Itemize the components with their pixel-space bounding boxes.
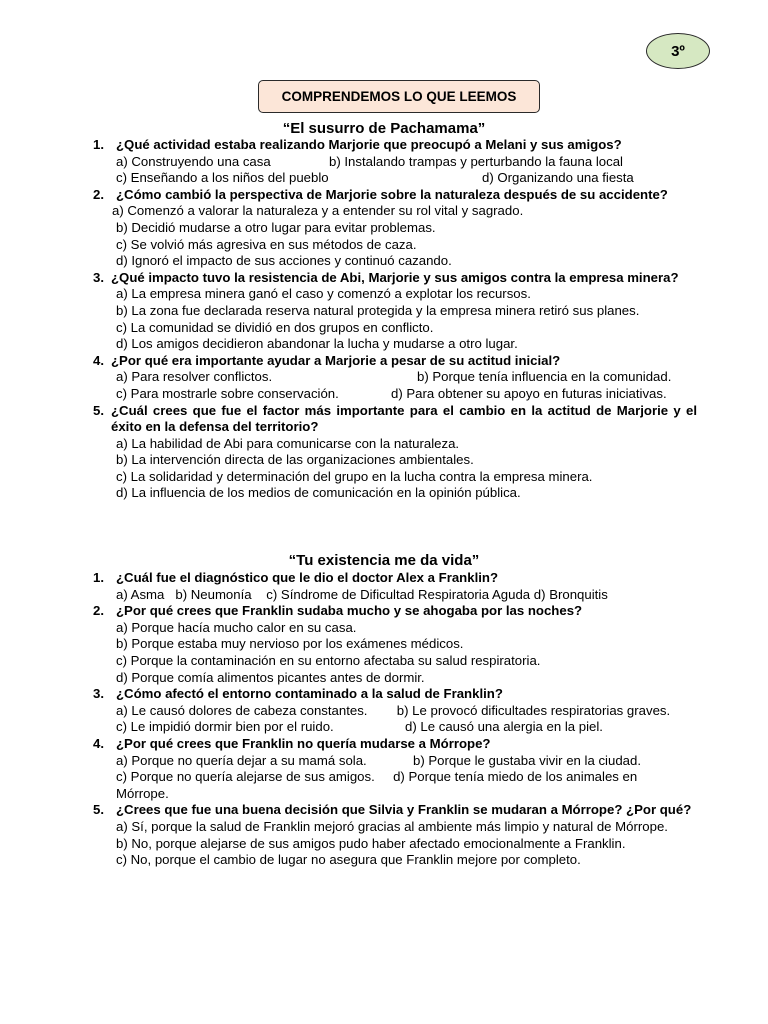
question-number: 5. [93, 802, 104, 818]
question-number: 1. [93, 570, 104, 585]
option-a: a) Porque hacía mucho calor en su casa. [116, 619, 357, 635]
option-a: a) Porque no quería dejar a su mamá sola. [116, 752, 367, 768]
option-d: d) Porque comía alimentos picantes antes de dormir. [116, 669, 425, 685]
question-text [90, 686, 697, 703]
grade-badge: 3º [646, 33, 710, 69]
question-statement: ¿Qué impacto tuvo la resistencia de Abi, Marjorie y sus amigos contra la empresa minera? [111, 269, 679, 285]
option-d: d) Para obtener su apoyo en futuras iniciativas. [391, 385, 667, 401]
question-3 [90, 686, 697, 736]
options-c-d: c) Porque no quería alejarse de sus amigos. d) Porque tenía miedo de los animales en Mórrope. [116, 769, 641, 801]
question-4 [90, 353, 697, 403]
option-a: a) La habilidad de Abi para comunicarse con la naturaleza. [116, 435, 460, 451]
option-a: a) Sí, porque la salud de Franklin mejoró gracias al ambiente más limpio y natural de Mórrope. [116, 818, 668, 834]
option-c: c) Porque la contaminación en su entorno afectaba su salud respiratoria. [116, 652, 541, 668]
question-number: 4. [93, 735, 104, 751]
questions-story-2 [90, 570, 697, 869]
question-statement: ¿Cómo cambió la perspectiva de Marjorie sobre la naturaleza después de su accidente? [116, 186, 668, 202]
question-number: 4. [93, 352, 104, 368]
option-d: d) Organizando una fiesta [482, 170, 634, 186]
option-b: b) Decidió mudarse a otro lugar para evitar problemas. [116, 219, 436, 235]
question-2 [90, 603, 697, 686]
option-c: c) Enseñando a los niños del pueblo [116, 170, 329, 186]
question-statement: ¿Qué actividad estaba realizando Marjorie que preocupó a Melani y sus amigos? [116, 137, 622, 152]
option-d: d) Le causó una alergia en la piel. [405, 719, 603, 735]
question-statement: ¿Por qué era importante ayudar a Marjorie a pesar de su actitud inicial? [111, 352, 561, 368]
option-b: b) Porque estaba muy nervioso por los exámenes médicos. [116, 636, 464, 652]
question-number: 1. [93, 137, 104, 152]
option-d: d) Ignoró el impacto de sus acciones y continuó cazando. [116, 253, 452, 269]
question-text [90, 603, 697, 620]
question-text [90, 187, 697, 204]
question-text [90, 570, 697, 587]
option-a: a) La empresa minera ganó el caso y comenzó a explotar los recursos. [116, 286, 531, 302]
question-statement: ¿Por qué crees que Franklin no quería mudarse a Mórrope? [116, 735, 491, 751]
option-c: c) La comunidad se dividió en dos grupos en conflicto. [116, 319, 434, 335]
question-number: 2. [93, 603, 104, 619]
question-number: 5. [93, 402, 104, 418]
question-statement: ¿Crees que fue una buena decisión que Silvia y Franklin se mudaran a Mórrope? ¿Por qué? [116, 802, 692, 818]
question-statement: ¿Cómo afectó el entorno contaminado a la salud de Franklin? [116, 686, 503, 702]
question-text [90, 802, 697, 819]
story-title-existencia: “Tu existencia me da vida” [288, 552, 480, 569]
question-number: 2. [93, 186, 104, 202]
question-4 [90, 736, 697, 802]
worksheet-title: COMPRENDEMOS LO QUE LEEMOS [258, 80, 540, 113]
option-c: c) No, porque el cambio de lugar no asegura que Franklin mejore por completo. [116, 852, 581, 868]
option-b: b) La intervención directa de las organizaciones ambientales. [116, 452, 474, 468]
option-b: b) La zona fue declarada reserva natural protegida y la empresa minera retiró sus planes. [116, 302, 640, 318]
question-text [90, 403, 697, 436]
question-2 [90, 187, 697, 270]
option-a: a) Para resolver conflictos. [116, 369, 273, 385]
option-a: a) Construyendo una casa [116, 153, 271, 169]
option-a: a) Comenzó a valorar la naturaleza y a entender su rol vital y sagrado. [112, 203, 524, 219]
option-c: c) Para mostrarle sobre conservación. [116, 385, 339, 401]
question-5 [90, 802, 697, 868]
question-3 [90, 270, 697, 353]
option-c: c) Le impidió dormir bien por el ruido. [116, 719, 334, 735]
question-statement: ¿Cuál crees que fue el factor más importante para el cambio en la actitud de Marjorie y el éxito en la defensa del territorio? [111, 402, 697, 435]
story-title-pachamama: “El susurro de Pachamama” [282, 120, 486, 137]
option-d: d) La influencia de los medios de comunicación en la opinión pública. [116, 485, 521, 501]
option-b: b) Instalando trampas y perturbando la fauna local [329, 153, 623, 169]
option-b: b) No, porque alejarse de sus amigos pudo haber afectado emocionalmente a Franklin. [116, 835, 626, 851]
question-5 [90, 403, 697, 503]
questions-story-1 [90, 137, 697, 502]
option-c: c) La solidaridad y determinación del grupo en la lucha contra la empresa minera. [116, 468, 593, 484]
question-statement: ¿Cuál fue el diagnóstico que le dio el doctor Alex a Franklin? [116, 570, 499, 585]
option-b: b) Porque le gustaba vivir en la ciudad. [413, 752, 641, 768]
question-statement: ¿Por qué crees que Franklin sudaba mucho y se ahogaba por las noches? [116, 603, 583, 619]
question-text [90, 137, 697, 154]
options-line: a) Asma b) Neumonía c) Síndrome de Dificultad Respiratoria Aguda d) Bronquitis [116, 586, 608, 602]
question-number: 3. [93, 269, 104, 285]
question-text [90, 736, 697, 753]
option-d: d) Los amigos decidieron abandonar la lucha y mudarse a otro lugar. [116, 336, 518, 352]
option-c: c) Se volvió más agresiva en sus métodos de caza. [116, 236, 417, 252]
question-number: 3. [93, 686, 104, 702]
question-text [90, 270, 697, 287]
option-b: b) Porque tenía influencia en la comunidad. [417, 369, 672, 385]
question-text [90, 353, 697, 370]
question-1 [90, 570, 697, 603]
question-1 [90, 137, 697, 187]
options-a-b: a) Le causó dolores de cabeza constantes. b) Le provocó dificultades respiratorias graves. [116, 702, 671, 718]
